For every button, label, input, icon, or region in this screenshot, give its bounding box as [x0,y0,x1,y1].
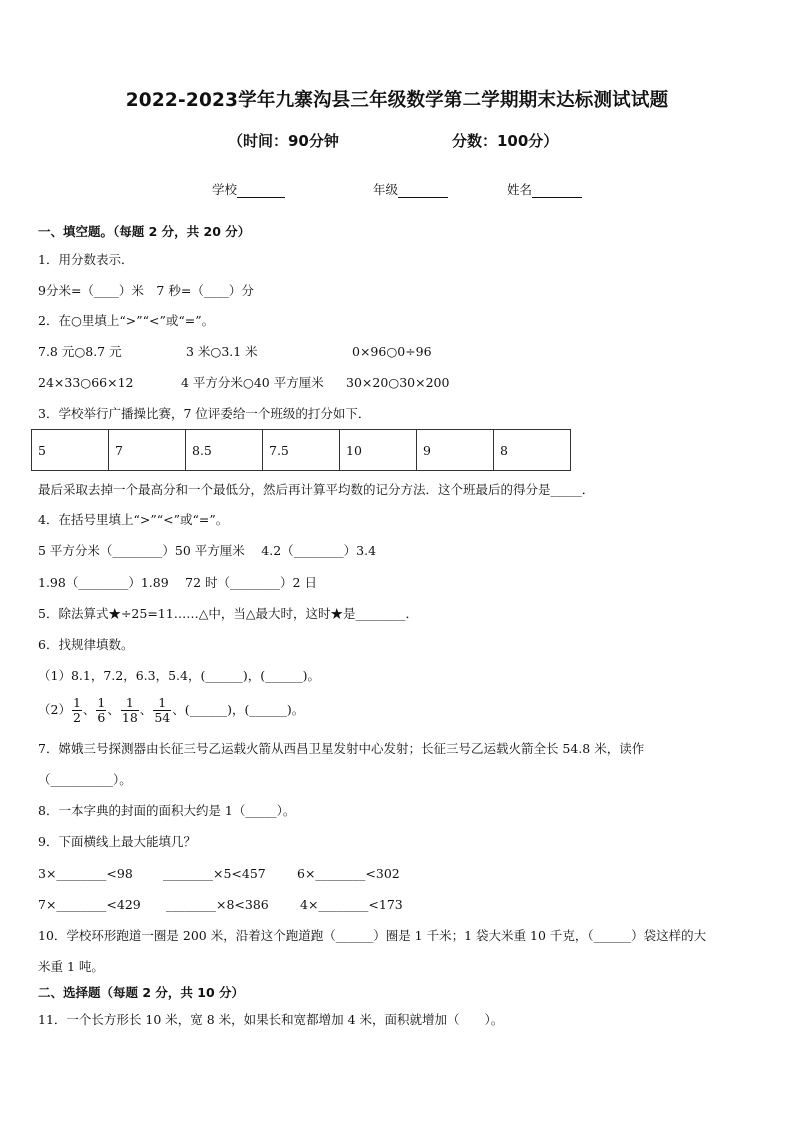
question-9-item: ________×8<386 [166,897,269,912]
school-blank[interactable] [237,183,285,198]
fraction-denominator: 54 [154,710,171,725]
question-2-stem: 2．在○里填上“>”“<”或“=”。 [38,313,215,328]
fraction [96,696,106,725]
fraction-numerator: 1 [97,695,106,710]
exam-score: 分数：100分） [452,132,559,150]
fraction-numerator: 1 [121,696,139,711]
score-cell: 5 [32,430,109,471]
question-9-item: 4×________<173 [300,897,403,912]
question-1-line: 9分米=（____）米 7 秒=（____）分 [38,283,254,298]
grade-field [373,180,448,198]
score-cell: 10 [340,430,417,471]
name-field [507,180,582,198]
name-blank[interactable] [532,183,582,198]
fraction-denominator: 6 [97,710,106,725]
question-10-line-1: 10．学校环形跑道一圈是 200 米，沿着这个跑道跑（______）圈是 1 千米；1 袋大米重 10 千克，（______）袋这样的大 [38,928,707,943]
score-cell: 8.5 [186,430,263,471]
question-3-stem: 3．学校举行广播操比赛，7 位评委给一个班级的打分如下． [38,406,371,421]
question-9-stem: 9．下面横线上最大能填几？ [38,834,196,849]
fraction [153,696,171,725]
question-4-line-2: 1.98（________）1.89 72 时（________）2 日 [38,575,317,590]
question-9-item: 7×________<429 [38,897,141,912]
question-5-stem: 5．除法算式★÷25=11……△中，当△最大时，这时★是________． [38,606,418,621]
fraction [72,696,82,725]
question-6-line-2-suffix: 、(______)，(______)。 [172,702,305,717]
score-table [31,429,571,471]
section-heading-fill-in: 一、填空题。（每题 2 分，共 20 分） [38,224,251,239]
question-9-item: ________×5<457 [163,866,266,881]
exam-time: （时间：90分钟 [228,132,339,150]
score-cell: 7 [109,430,186,471]
question-6-line-2-prefix: （2） [38,702,71,717]
school-label: 学校 [212,182,238,197]
section-heading-choice: 二、选择题（每题 2 分，共 10 分） [38,985,245,1000]
question-9-item: 6×________<302 [297,866,400,881]
question-8-stem: 8．一本字典的封面的面积大约是 1（_____）。 [38,803,296,818]
name-label: 姓名 [507,182,533,197]
question-2-item: 3 米○3.1 米 [186,344,258,359]
question-2-item: 4 平方分米○40 平方厘米 [181,375,324,390]
question-6-stem: 6．找规律填数。 [38,637,134,652]
question-6-line-1: （1）8.1，7.2，6.3，5.4，(______)，(______)。 [38,668,320,683]
question-6-line-2: （2） $\frac{1}{2}$ 、 $\frac{1}{6}$ 、 $\frac{1}{18}$ 、 $\frac{1}{54}$ 、(______)，(______)。 [38,695,305,725]
question-7-line-1: 7．嫦娥三号探测器由长征三号乙运载火箭从西昌卫星发射中心发射；长征三号乙运载火箭全长 54.8 米，读作 [38,741,645,756]
fraction-denominator: 18 [121,710,138,725]
fraction-numerator: 1 [153,696,171,711]
grade-label: 年级 [373,182,399,197]
question-2-item: 7.8 元○8.7 元 [38,344,122,359]
score-cell: 8 [494,430,571,471]
question-11-stem: 11．一个长方形长 10 米，宽 8 米，如果长和宽都增加 4 米，面积就增加（ ）。 [38,1012,504,1027]
question-2-item: 24×33○66×12 [38,375,134,390]
score-cell: 7.5 [263,430,340,471]
question-1-stem: 1．用分数表示． [38,252,134,267]
fraction-denominator: 2 [72,710,81,725]
grade-blank[interactable] [398,183,448,198]
score-cell: 9 [417,430,494,471]
page-title: 2022-2023学年九寨沟县三年级数学第二学期期末达标测试试题 [125,90,669,111]
question-2-item: 30×20○30×200 [346,375,450,390]
question-9-item: 3×________<98 [38,866,133,881]
question-2-item: 0×96○0÷96 [352,344,432,359]
table-row [32,430,571,471]
question-3-tail: 最后采取去掉一个最高分和一个最低分，然后再计算平均数的记分方法．这个班最后的得分是_____． [38,482,595,497]
question-7-line-2: （__________）。 [38,772,132,787]
question-4-stem: 4．在括号里填上“>”“<”或“=”。 [38,512,229,527]
fraction [121,696,139,725]
question-10-line-2: 米重 1 吨。 [38,959,104,974]
question-4-line-1: 5 平方分米（________）50 平方厘米 4.2（________）3.4 [38,543,377,558]
school-field [212,180,285,198]
fraction-numerator: 1 [72,695,81,710]
